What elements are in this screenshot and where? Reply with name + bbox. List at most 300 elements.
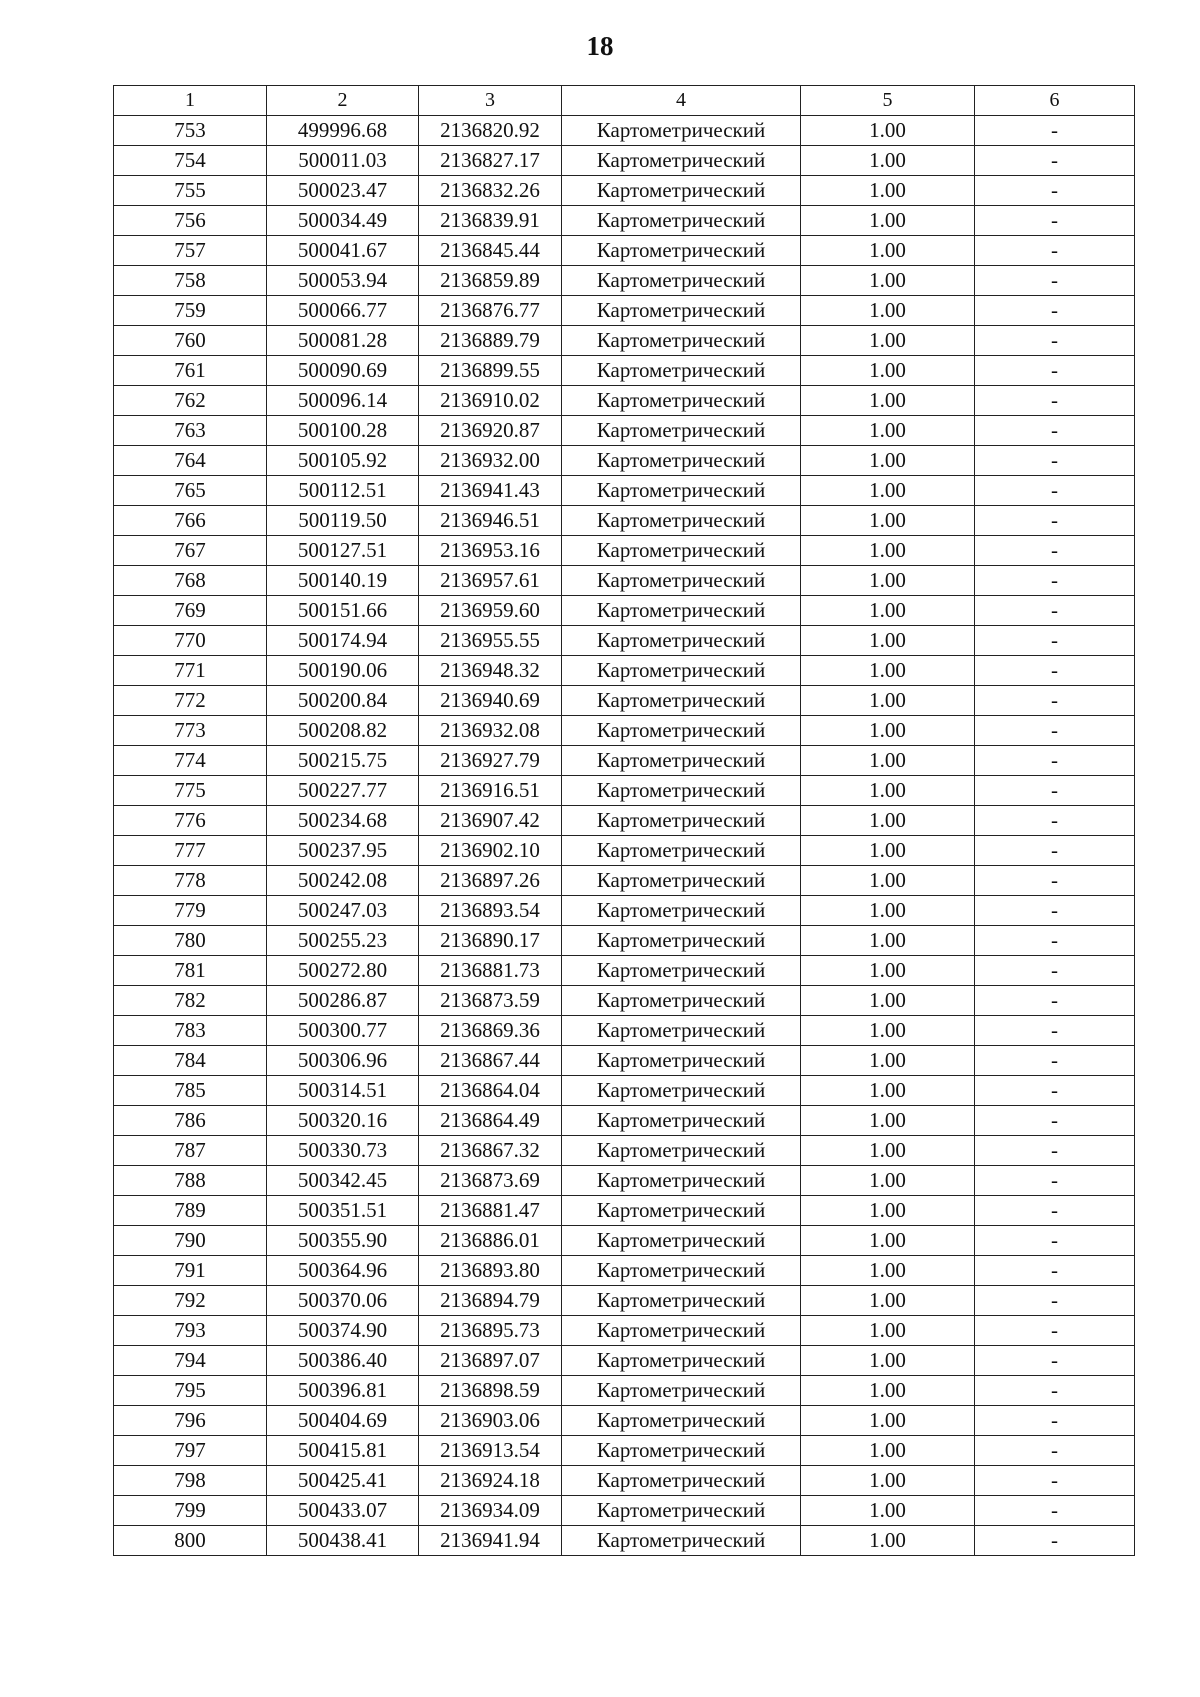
cell-accuracy: 1.00 (801, 1076, 975, 1106)
cell-accuracy: 1.00 (801, 1226, 975, 1256)
cell-point-number: 756 (114, 206, 267, 236)
table-row (114, 1136, 1135, 1166)
cell-method: Картометрический (562, 1466, 801, 1496)
cell-description: - (975, 1256, 1135, 1286)
cell-y-coordinate: 2136867.44 (419, 1046, 562, 1076)
cell-point-number: 772 (114, 686, 267, 716)
cell-y-coordinate: 2136946.51 (419, 506, 562, 536)
cell-y-coordinate: 2136913.54 (419, 1436, 562, 1466)
cell-x-coordinate: 500342.45 (267, 1166, 419, 1196)
cell-method: Картометрический (562, 1226, 801, 1256)
cell-y-coordinate: 2136899.55 (419, 356, 562, 386)
cell-accuracy: 1.00 (801, 1376, 975, 1406)
cell-accuracy: 1.00 (801, 1166, 975, 1196)
cell-y-coordinate: 2136897.26 (419, 866, 562, 896)
table-row (114, 626, 1135, 656)
cell-x-coordinate: 500247.03 (267, 896, 419, 926)
table-row (114, 506, 1135, 536)
cell-method: Картометрический (562, 1376, 801, 1406)
cell-accuracy: 1.00 (801, 146, 975, 176)
cell-accuracy: 1.00 (801, 1496, 975, 1526)
cell-method: Картометрический (562, 836, 801, 866)
cell-y-coordinate: 2136924.18 (419, 1466, 562, 1496)
cell-point-number: 768 (114, 566, 267, 596)
cell-description: - (975, 686, 1135, 716)
cell-point-number: 778 (114, 866, 267, 896)
cell-description: - (975, 776, 1135, 806)
cell-y-coordinate: 2136873.59 (419, 986, 562, 1016)
cell-point-number: 766 (114, 506, 267, 536)
cell-accuracy: 1.00 (801, 356, 975, 386)
cell-y-coordinate: 2136881.47 (419, 1196, 562, 1226)
cell-method: Картометрический (562, 926, 801, 956)
cell-y-coordinate: 2136898.59 (419, 1376, 562, 1406)
cell-accuracy: 1.00 (801, 1286, 975, 1316)
table-row (114, 1406, 1135, 1436)
cell-x-coordinate: 500255.23 (267, 926, 419, 956)
cell-description: - (975, 626, 1135, 656)
cell-x-coordinate: 500314.51 (267, 1076, 419, 1106)
cell-method: Картометрический (562, 686, 801, 716)
cell-description: - (975, 236, 1135, 266)
cell-description: - (975, 116, 1135, 146)
cell-method: Картометрический (562, 1076, 801, 1106)
cell-description: - (975, 1466, 1135, 1496)
cell-y-coordinate: 2136934.09 (419, 1496, 562, 1526)
table-row (114, 1436, 1135, 1466)
table-row (114, 1046, 1135, 1076)
cell-point-number: 795 (114, 1376, 267, 1406)
cell-y-coordinate: 2136907.42 (419, 806, 562, 836)
cell-method: Картометрический (562, 146, 801, 176)
cell-method: Картометрический (562, 566, 801, 596)
cell-x-coordinate: 500090.69 (267, 356, 419, 386)
cell-accuracy: 1.00 (801, 1196, 975, 1226)
cell-description: - (975, 386, 1135, 416)
cell-method: Картометрический (562, 1196, 801, 1226)
cell-method: Картометрический (562, 1496, 801, 1526)
cell-description: - (975, 296, 1135, 326)
cell-point-number: 779 (114, 896, 267, 926)
table-row (114, 146, 1135, 176)
cell-method: Картометрический (562, 1256, 801, 1286)
table-row (114, 296, 1135, 326)
cell-y-coordinate: 2136927.79 (419, 746, 562, 776)
table-row (114, 836, 1135, 866)
table-row (114, 776, 1135, 806)
table-row (114, 566, 1135, 596)
table-row (114, 266, 1135, 296)
cell-description: - (975, 506, 1135, 536)
cell-point-number: 785 (114, 1076, 267, 1106)
cell-x-coordinate: 500208.82 (267, 716, 419, 746)
cell-accuracy: 1.00 (801, 746, 975, 776)
cell-method: Картометрический (562, 1406, 801, 1436)
cell-point-number: 793 (114, 1316, 267, 1346)
cell-method: Картометрический (562, 326, 801, 356)
cell-y-coordinate: 2136881.73 (419, 956, 562, 986)
page-number: 18 (586, 31, 614, 61)
cell-y-coordinate: 2136920.87 (419, 416, 562, 446)
cell-description: - (975, 566, 1135, 596)
cell-method: Картометрический (562, 746, 801, 776)
cell-point-number: 757 (114, 236, 267, 266)
cell-description: - (975, 416, 1135, 446)
cell-accuracy: 1.00 (801, 1046, 975, 1076)
cell-accuracy: 1.00 (801, 686, 975, 716)
cell-method: Картометрический (562, 1286, 801, 1316)
cell-point-number: 788 (114, 1166, 267, 1196)
cell-description: - (975, 926, 1135, 956)
cell-y-coordinate: 2136902.10 (419, 836, 562, 866)
column-header-x-coordinate: 2 (267, 86, 419, 116)
cell-x-coordinate: 500396.81 (267, 1376, 419, 1406)
cell-x-coordinate: 500306.96 (267, 1046, 419, 1076)
cell-method: Картометрический (562, 386, 801, 416)
table-row (114, 476, 1135, 506)
cell-accuracy: 1.00 (801, 266, 975, 296)
cell-x-coordinate: 500227.77 (267, 776, 419, 806)
column-header-accuracy: 5 (801, 86, 975, 116)
cell-point-number: 791 (114, 1256, 267, 1286)
cell-point-number: 787 (114, 1136, 267, 1166)
table-row (114, 956, 1135, 986)
column-header-method: 4 (562, 86, 801, 116)
cell-point-number: 786 (114, 1106, 267, 1136)
cell-description: - (975, 956, 1135, 986)
cell-accuracy: 1.00 (801, 1256, 975, 1286)
cell-point-number: 798 (114, 1466, 267, 1496)
cell-x-coordinate: 500112.51 (267, 476, 419, 506)
cell-y-coordinate: 2136886.01 (419, 1226, 562, 1256)
cell-y-coordinate: 2136820.92 (419, 116, 562, 146)
header-row (114, 86, 1135, 116)
coordinates-table (113, 85, 1135, 1556)
cell-method: Картометрический (562, 776, 801, 806)
cell-method: Картометрический (562, 1436, 801, 1466)
cell-point-number: 765 (114, 476, 267, 506)
cell-y-coordinate: 2136845.44 (419, 236, 562, 266)
cell-accuracy: 1.00 (801, 776, 975, 806)
table-row (114, 656, 1135, 686)
table-row (114, 176, 1135, 206)
cell-point-number: 771 (114, 656, 267, 686)
cell-point-number: 796 (114, 1406, 267, 1436)
cell-method: Картометрический (562, 1106, 801, 1136)
cell-point-number: 789 (114, 1196, 267, 1226)
cell-x-coordinate: 500433.07 (267, 1496, 419, 1526)
cell-x-coordinate: 500237.95 (267, 836, 419, 866)
cell-description: - (975, 896, 1135, 926)
table-row (114, 686, 1135, 716)
cell-point-number: 790 (114, 1226, 267, 1256)
cell-description: - (975, 1496, 1135, 1526)
cell-accuracy: 1.00 (801, 926, 975, 956)
cell-point-number: 762 (114, 386, 267, 416)
cell-x-coordinate: 500300.77 (267, 1016, 419, 1046)
cell-y-coordinate: 2136932.00 (419, 446, 562, 476)
table-row (114, 356, 1135, 386)
cell-point-number: 776 (114, 806, 267, 836)
column-header-y-coordinate: 3 (419, 86, 562, 116)
cell-x-coordinate: 500351.51 (267, 1196, 419, 1226)
cell-method: Картометрический (562, 506, 801, 536)
cell-accuracy: 1.00 (801, 416, 975, 446)
cell-description: - (975, 476, 1135, 506)
cell-method: Картометрический (562, 1316, 801, 1346)
cell-description: - (975, 836, 1135, 866)
cell-accuracy: 1.00 (801, 1346, 975, 1376)
cell-accuracy: 1.00 (801, 176, 975, 206)
cell-description: - (975, 716, 1135, 746)
cell-description: - (975, 596, 1135, 626)
table-row (114, 1196, 1135, 1226)
table-row (114, 716, 1135, 746)
cell-method: Картометрический (562, 266, 801, 296)
cell-point-number: 759 (114, 296, 267, 326)
cell-point-number: 780 (114, 926, 267, 956)
cell-method: Картометрический (562, 956, 801, 986)
cell-description: - (975, 146, 1135, 176)
cell-method: Картометрический (562, 716, 801, 746)
cell-x-coordinate: 500100.28 (267, 416, 419, 446)
cell-y-coordinate: 2136893.80 (419, 1256, 562, 1286)
cell-point-number: 783 (114, 1016, 267, 1046)
cell-point-number: 760 (114, 326, 267, 356)
cell-method: Картометрический (562, 446, 801, 476)
cell-point-number: 753 (114, 116, 267, 146)
cell-description: - (975, 1346, 1135, 1376)
cell-description: - (975, 1376, 1135, 1406)
cell-description: - (975, 1046, 1135, 1076)
table-row (114, 1286, 1135, 1316)
cell-description: - (975, 866, 1135, 896)
cell-point-number: 792 (114, 1286, 267, 1316)
cell-accuracy: 1.00 (801, 536, 975, 566)
cell-method: Картометрический (562, 1046, 801, 1076)
cell-y-coordinate: 2136903.06 (419, 1406, 562, 1436)
cell-x-coordinate: 499996.68 (267, 116, 419, 146)
table-row (114, 866, 1135, 896)
cell-x-coordinate: 500404.69 (267, 1406, 419, 1436)
cell-accuracy: 1.00 (801, 1466, 975, 1496)
cell-x-coordinate: 500355.90 (267, 1226, 419, 1256)
table-row (114, 596, 1135, 626)
cell-method: Картометрический (562, 1346, 801, 1376)
cell-y-coordinate: 2136910.02 (419, 386, 562, 416)
cell-x-coordinate: 500386.40 (267, 1346, 419, 1376)
cell-y-coordinate: 2136869.36 (419, 1016, 562, 1046)
cell-y-coordinate: 2136895.73 (419, 1316, 562, 1346)
cell-description: - (975, 326, 1135, 356)
cell-x-coordinate: 500034.49 (267, 206, 419, 236)
cell-method: Картометрический (562, 1016, 801, 1046)
cell-accuracy: 1.00 (801, 596, 975, 626)
cell-point-number: 767 (114, 536, 267, 566)
cell-accuracy: 1.00 (801, 716, 975, 746)
cell-method: Картометрический (562, 626, 801, 656)
cell-description: - (975, 1136, 1135, 1166)
table-row (114, 1496, 1135, 1526)
cell-x-coordinate: 500272.80 (267, 956, 419, 986)
cell-method: Картометрический (562, 356, 801, 386)
cell-point-number: 769 (114, 596, 267, 626)
cell-description: - (975, 1286, 1135, 1316)
cell-accuracy: 1.00 (801, 236, 975, 266)
table-row (114, 746, 1135, 776)
cell-x-coordinate: 500127.51 (267, 536, 419, 566)
cell-description: - (975, 1076, 1135, 1106)
cell-accuracy: 1.00 (801, 506, 975, 536)
cell-x-coordinate: 500234.68 (267, 806, 419, 836)
cell-x-coordinate: 500330.73 (267, 1136, 419, 1166)
cell-accuracy: 1.00 (801, 326, 975, 356)
cell-method: Картометрический (562, 1136, 801, 1166)
cell-y-coordinate: 2136893.54 (419, 896, 562, 926)
cell-x-coordinate: 500174.94 (267, 626, 419, 656)
cell-y-coordinate: 2136864.49 (419, 1106, 562, 1136)
cell-description: - (975, 746, 1135, 776)
cell-method: Картометрический (562, 176, 801, 206)
cell-point-number: 758 (114, 266, 267, 296)
cell-method: Картометрический (562, 296, 801, 326)
cell-accuracy: 1.00 (801, 836, 975, 866)
table-row (114, 206, 1135, 236)
cell-method: Картометрический (562, 656, 801, 686)
table-row (114, 806, 1135, 836)
table-row (114, 1226, 1135, 1256)
cell-y-coordinate: 2136889.79 (419, 326, 562, 356)
table-row (114, 926, 1135, 956)
cell-y-coordinate: 2136948.32 (419, 656, 562, 686)
cell-y-coordinate: 2136953.16 (419, 536, 562, 566)
cell-y-coordinate: 2136839.91 (419, 206, 562, 236)
cell-y-coordinate: 2136867.32 (419, 1136, 562, 1166)
cell-point-number: 781 (114, 956, 267, 986)
cell-method: Картометрический (562, 116, 801, 146)
cell-x-coordinate: 500041.67 (267, 236, 419, 266)
cell-point-number: 755 (114, 176, 267, 206)
table-row (114, 1166, 1135, 1196)
cell-y-coordinate: 2136940.69 (419, 686, 562, 716)
cell-x-coordinate: 500286.87 (267, 986, 419, 1016)
cell-y-coordinate: 2136890.17 (419, 926, 562, 956)
cell-description: - (975, 206, 1135, 236)
cell-x-coordinate: 500066.77 (267, 296, 419, 326)
cell-y-coordinate: 2136941.94 (419, 1526, 562, 1556)
cell-accuracy: 1.00 (801, 296, 975, 326)
cell-y-coordinate: 2136955.55 (419, 626, 562, 656)
table-row (114, 1466, 1135, 1496)
cell-accuracy: 1.00 (801, 986, 975, 1016)
cell-description: - (975, 536, 1135, 566)
cell-x-coordinate: 500374.90 (267, 1316, 419, 1346)
cell-method: Картометрический (562, 806, 801, 836)
table-row (114, 446, 1135, 476)
table-row (114, 116, 1135, 146)
cell-x-coordinate: 500370.06 (267, 1286, 419, 1316)
column-header-point-number: 1 (114, 86, 267, 116)
cell-point-number: 764 (114, 446, 267, 476)
cell-x-coordinate: 500190.06 (267, 656, 419, 686)
table-row (114, 1076, 1135, 1106)
cell-x-coordinate: 500023.47 (267, 176, 419, 206)
cell-point-number: 775 (114, 776, 267, 806)
table-row (114, 536, 1135, 566)
cell-method: Картометрический (562, 866, 801, 896)
cell-x-coordinate: 500105.92 (267, 446, 419, 476)
cell-method: Картометрический (562, 206, 801, 236)
cell-description: - (975, 1166, 1135, 1196)
table-row (114, 896, 1135, 926)
cell-description: - (975, 176, 1135, 206)
cell-point-number: 799 (114, 1496, 267, 1526)
cell-point-number: 782 (114, 986, 267, 1016)
cell-accuracy: 1.00 (801, 1016, 975, 1046)
table-header (114, 86, 1135, 116)
cell-accuracy: 1.00 (801, 656, 975, 686)
cell-accuracy: 1.00 (801, 1526, 975, 1556)
cell-description: - (975, 1526, 1135, 1556)
table-row (114, 1346, 1135, 1376)
cell-x-coordinate: 500096.14 (267, 386, 419, 416)
cell-x-coordinate: 500438.41 (267, 1526, 419, 1556)
cell-point-number: 773 (114, 716, 267, 746)
cell-accuracy: 1.00 (801, 1136, 975, 1166)
cell-point-number: 763 (114, 416, 267, 446)
cell-y-coordinate: 2136932.08 (419, 716, 562, 746)
cell-accuracy: 1.00 (801, 386, 975, 416)
cell-accuracy: 1.00 (801, 206, 975, 236)
cell-description: - (975, 356, 1135, 386)
cell-method: Картометрический (562, 986, 801, 1016)
cell-y-coordinate: 2136894.79 (419, 1286, 562, 1316)
cell-y-coordinate: 2136957.61 (419, 566, 562, 596)
table-row (114, 416, 1135, 446)
cell-x-coordinate: 500200.84 (267, 686, 419, 716)
table-row (114, 1016, 1135, 1046)
cell-accuracy: 1.00 (801, 1436, 975, 1466)
cell-description: - (975, 266, 1135, 296)
cell-description: - (975, 1436, 1135, 1466)
table-row (114, 1316, 1135, 1346)
cell-description: - (975, 446, 1135, 476)
cell-point-number: 770 (114, 626, 267, 656)
cell-y-coordinate: 2136876.77 (419, 296, 562, 326)
cell-method: Картометрический (562, 1526, 801, 1556)
cell-x-coordinate: 500425.41 (267, 1466, 419, 1496)
table-row (114, 986, 1135, 1016)
cell-y-coordinate: 2136916.51 (419, 776, 562, 806)
table-row (114, 1526, 1135, 1556)
cell-accuracy: 1.00 (801, 896, 975, 926)
cell-y-coordinate: 2136959.60 (419, 596, 562, 626)
cell-method: Картометрический (562, 896, 801, 926)
cell-y-coordinate: 2136832.26 (419, 176, 562, 206)
table-row (114, 326, 1135, 356)
cell-accuracy: 1.00 (801, 866, 975, 896)
cell-description: - (975, 1316, 1135, 1346)
cell-description: - (975, 1406, 1135, 1436)
cell-method: Картометрический (562, 236, 801, 266)
cell-x-coordinate: 500215.75 (267, 746, 419, 776)
cell-y-coordinate: 2136859.89 (419, 266, 562, 296)
cell-x-coordinate: 500151.66 (267, 596, 419, 626)
cell-description: - (975, 1196, 1135, 1226)
table-row (114, 386, 1135, 416)
table-row (114, 236, 1135, 266)
cell-point-number: 784 (114, 1046, 267, 1076)
